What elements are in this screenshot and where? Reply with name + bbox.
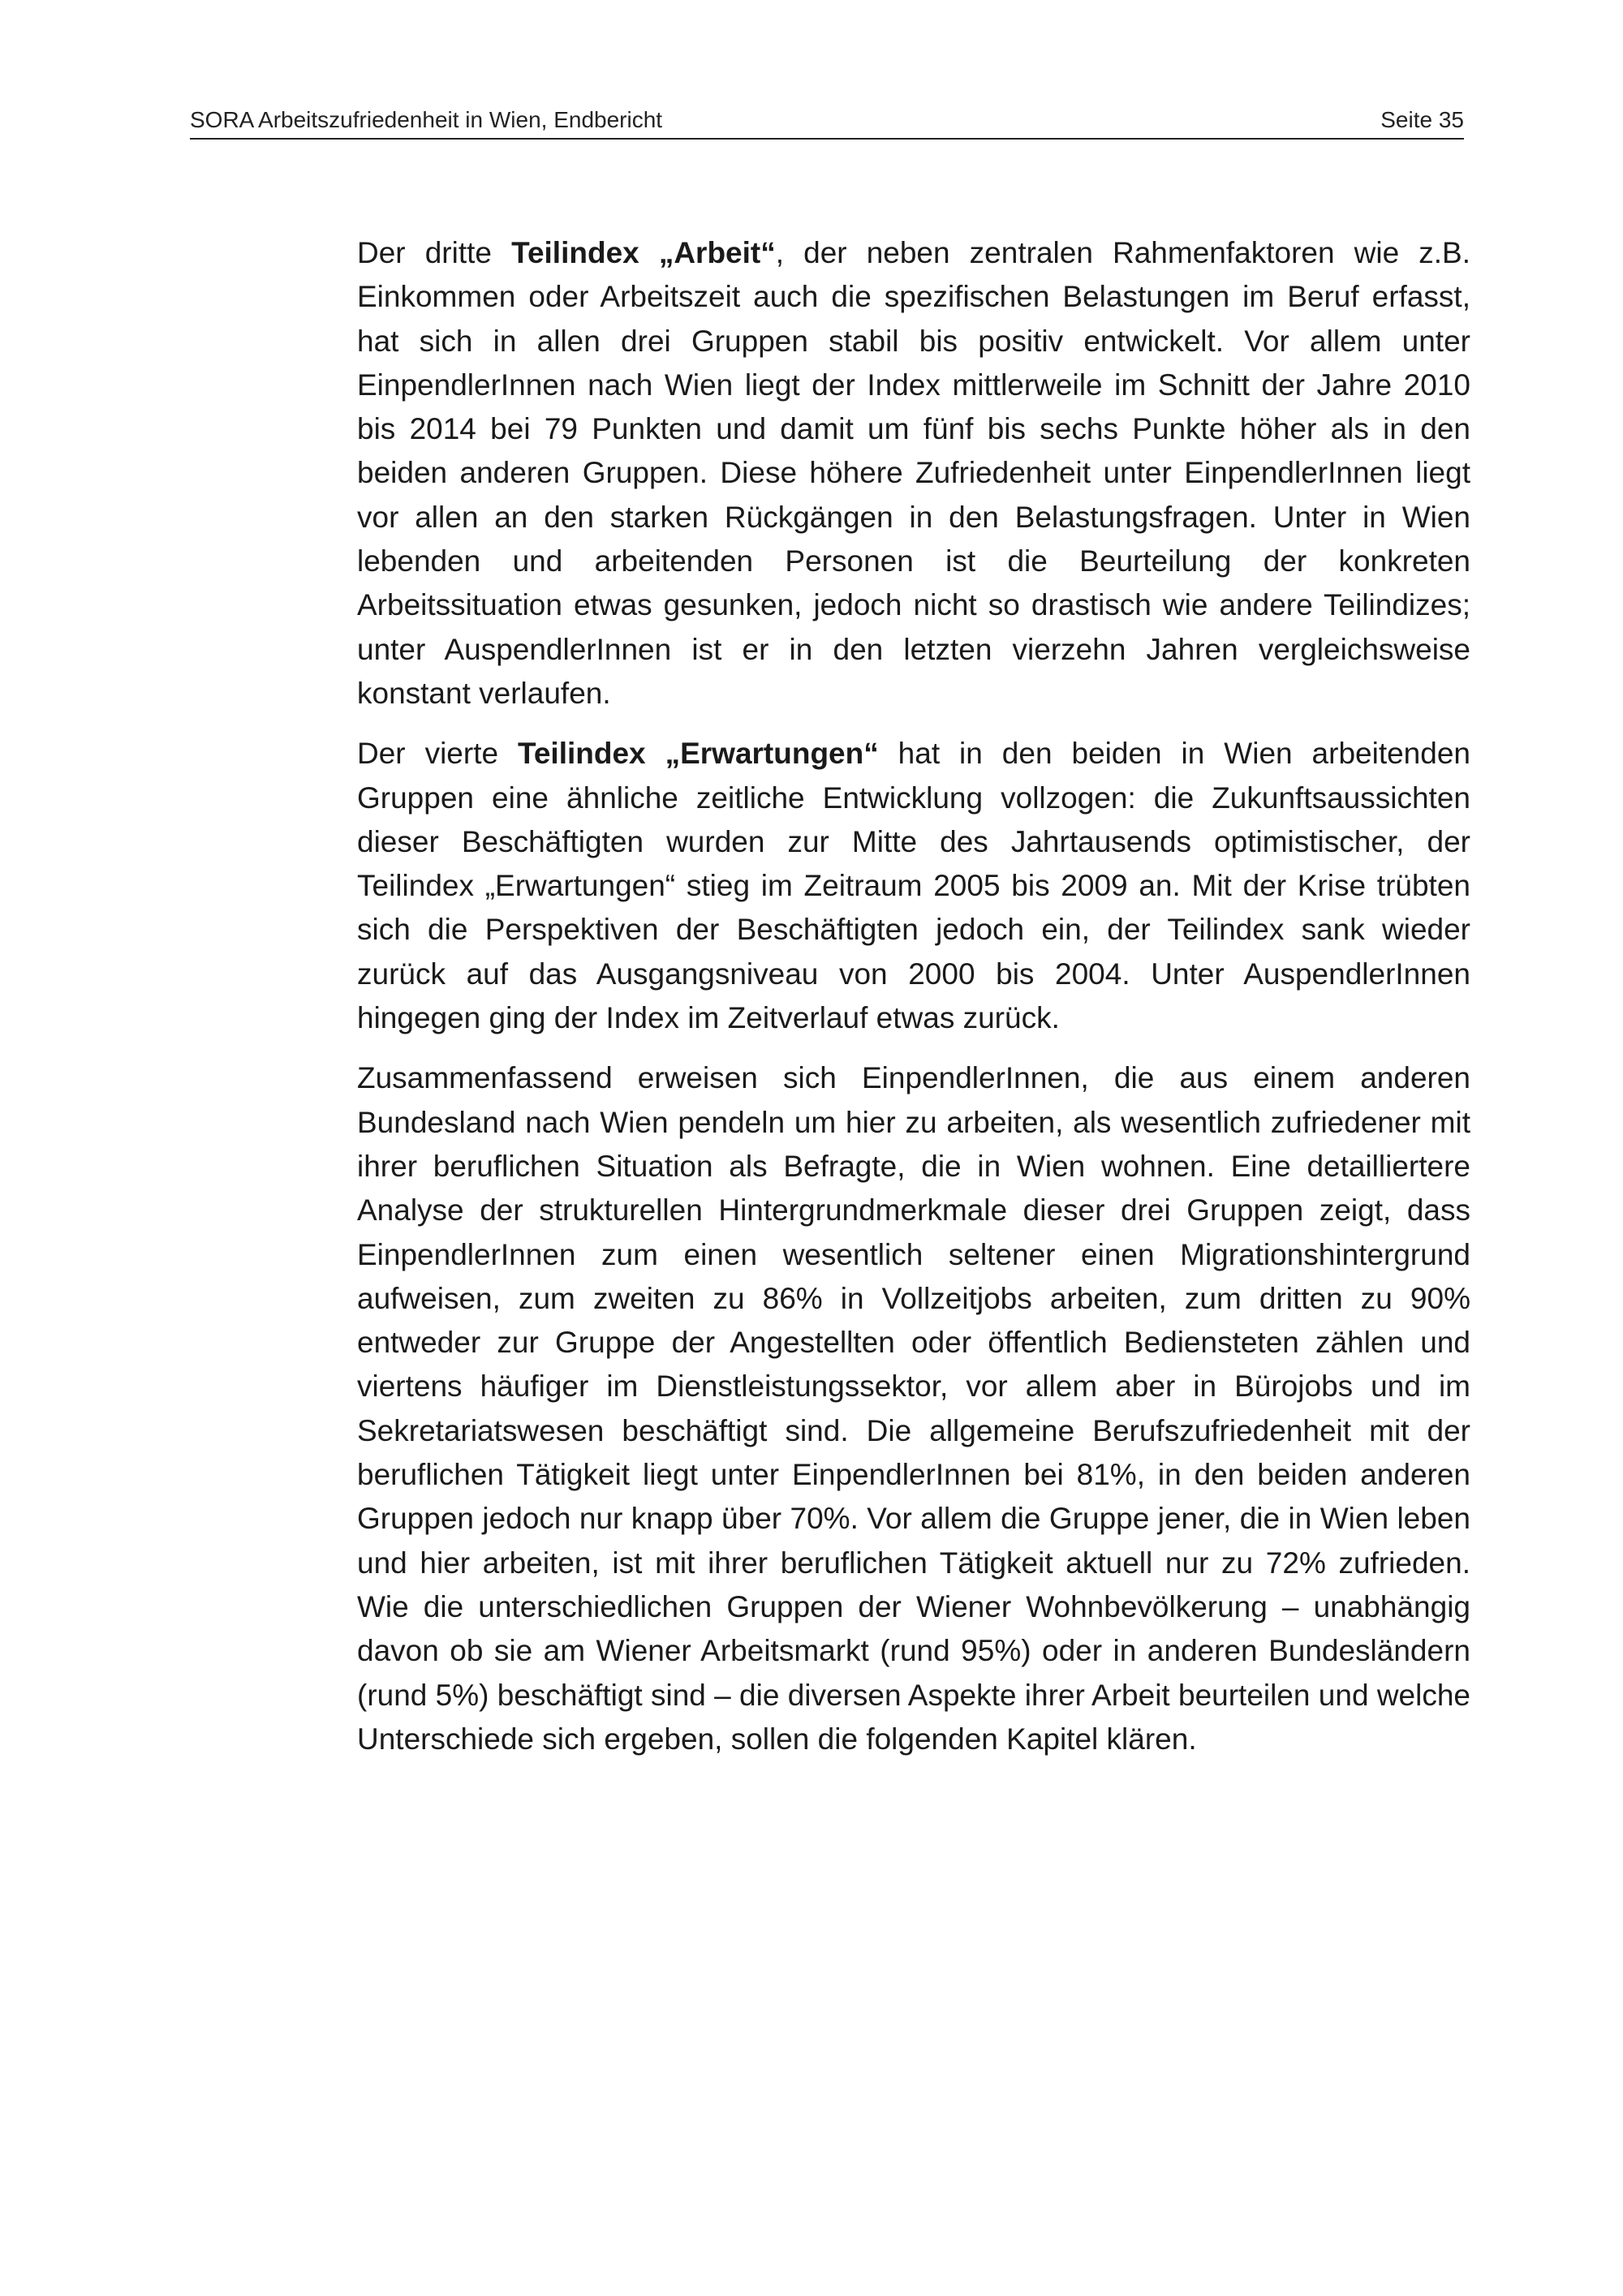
page-number: Seite 35 <box>1380 107 1464 132</box>
document-title: SORA Arbeitszufriedenheit in Wien, Endbericht <box>190 107 663 132</box>
paragraph-text: Der dritte <box>357 236 512 269</box>
paragraph-teilindex-erwartungen <box>357 732 1470 1040</box>
paragraph-emphasis: Teilindex „Erwartungen“ <box>518 737 879 771</box>
paragraph-text: Der vierte <box>357 737 518 771</box>
paragraph-emphasis: Teilindex „Arbeit“ <box>511 236 776 269</box>
paragraph-text: Zusammenfassend erweisen sich EinpendlerInnen, die aus einem anderen Bundesland nach Wien pendeln um hier zu arbeiten, als wesentlich zufriedener mit ihrer beruflichen Situation als Befragte, die in Wien wohnen. Eine detailliertere Analyse der strukturellen Hintergrundmerkmale dieser drei Gruppen zeigt, dass EinpendlerInnen zum einen wesentlich seltener einen Migrationshintergrund aufweisen, zum zweiten zu 86% in Vollzeitjobs arbeiten, zum dritten zu 90% entweder zur Gruppe der Angestellten oder öffentlich Bediensteten zählen und viertens häufiger im Dienstleistungssektor, vor allem aber in Bürojobs und im Sekretariatswesen beschäftigt sind. Die allgemeine Berufszufriedenheit mit der beruflichen Tätigkeit liegt unter EinpendlerInnen bei 81%, in den beiden anderen Gruppen jedoch nur knapp über 70%. Vor allem die Gruppe jener, die in Wien leben und hier arbeiten, ist mit ihrer beruflichen Tätigkeit aktuell nur zu 72% zufrieden. Wie die unterschiedlichen Gruppen der Wiener Wohnbevölkerung – unabhängig davon ob sie am Wiener Arbeitsmarkt (rund 95%) oder in anderen Bundesländern (rund 5%) beschäftigt sind – die diversen Aspekte ihrer Arbeit beurteilen und welche Unterschiede sich ergeben, sollen die folgenden Kapitel klären. <box>357 1061 1470 1756</box>
paragraph-teilindex-arbeit <box>357 231 1470 716</box>
page-header <box>190 101 1464 140</box>
paragraph-text: hat in den beiden in Wien arbeitenden Gruppen eine ähnliche zeitliche Entwicklung vollzogen: die Zukunftsaussichten dieser Beschäftigten wurden zur Mitte des Jahrtausends optimistischer, der Teilindex „Erwartungen“ stieg im Zeitraum 2005 bis 2009 an. Mit der Krise trübten sich die Perspektiven der Beschäftigten jedoch ein, der Teilindex sank wieder zurück auf das Ausgangsniveau von 2000 bis 2004. Unter AuspendlerInnen hingegen ging der Index im Zeitverlauf etwas zurück. <box>357 737 1470 1035</box>
paragraph-text: , der neben zentralen Rahmenfaktoren wie z.B. Einkommen oder Arbeitszeit auch die spezifischen Belastungen im Beruf erfasst, hat sich in allen drei Gruppen stabil bis positiv entwickelt. Vor allem unter EinpendlerInnen nach Wien liegt der Index mittlerweile im Schnitt der Jahre 2010 bis 2014 bei 79 Punkten und damit um fünf bis sechs Punkte höher als in den beiden anderen Gruppen. Diese höhere Zufriedenheit unter EinpendlerInnen liegt vor allen an den starken Rückgängen in den Belastungsfragen. Unter in Wien lebenden und arbeitenden Personen ist die Beurteilung der konkreten Arbeitssituation etwas gesunken, jedoch nicht so drastisch wie andere Teilindizes; unter AuspendlerInnen ist er in den letzten vierzehn Jahren vergleichsweise konstant verlaufen. <box>357 236 1471 710</box>
paragraph-zusammenfassung <box>357 1056 1470 1761</box>
document-body <box>357 231 1470 1778</box>
